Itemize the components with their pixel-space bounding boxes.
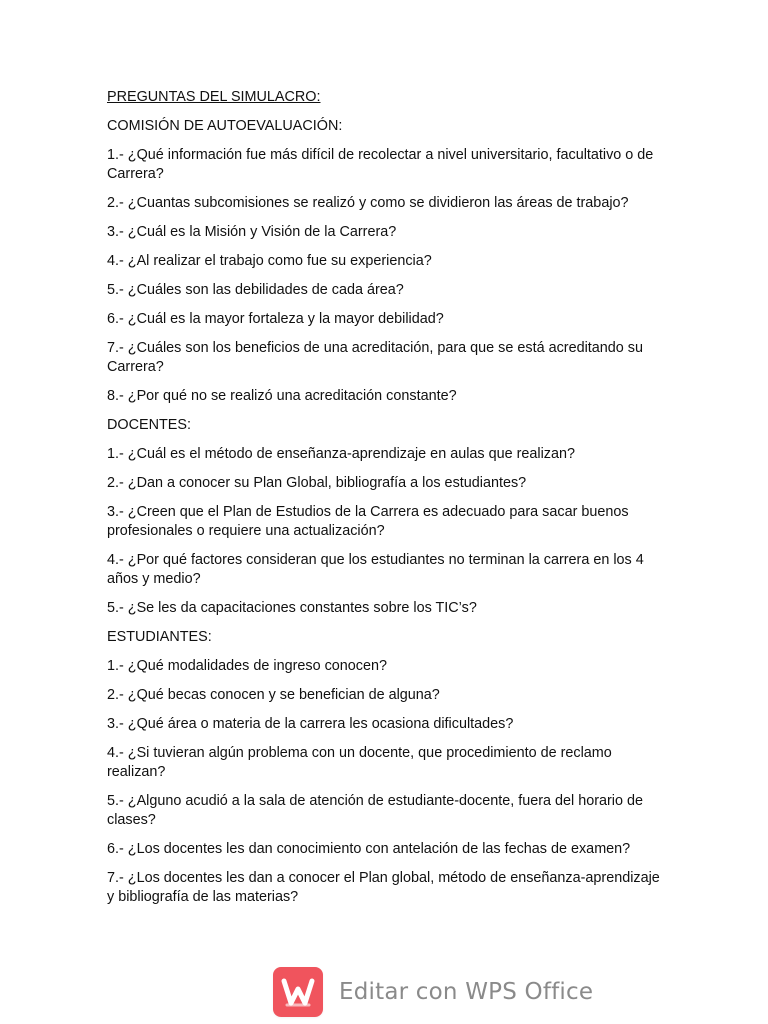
- document-body: [107, 88, 667, 917]
- wps-office-logo-icon: [273, 967, 323, 1017]
- question-item: 3.- ¿Qué área o materia de la carrera les ocasiona dificultades?: [107, 716, 514, 732]
- question-item: 2.- ¿Cuantas subcomisiones se realizó y como se dividieron las áreas de trabajo?: [107, 195, 629, 211]
- question-item: 2.- ¿Qué becas conocen y se benefician de alguna?: [107, 687, 440, 703]
- question-item: 4.- ¿Al realizar el trabajo como fue su experiencia?: [107, 253, 432, 269]
- question-item: 1.- ¿Qué modalidades de ingreso conocen?: [107, 658, 387, 674]
- section-docentes: [107, 416, 667, 618]
- question-item: 6.- ¿Cuál es la mayor fortaleza y la mayor debilidad?: [107, 311, 444, 327]
- section-heading-docentes: DOCENTES:: [107, 417, 191, 433]
- question-item: 5.- ¿Cuáles son las debilidades de cada área?: [107, 282, 404, 298]
- page-title: PREGUNTAS DEL SIMULACRO:: [107, 89, 321, 105]
- question-item: 7.- ¿Cuáles son los beneficios de una acreditación, para que se está acreditando su Carrera?: [107, 340, 643, 375]
- section-estudiantes: [107, 628, 667, 907]
- question-item: 2.- ¿Dan a conocer su Plan Global, bibliografía a los estudiantes?: [107, 475, 527, 491]
- question-item: 8.- ¿Por qué no se realizó una acreditación constante?: [107, 388, 457, 404]
- question-item: 3.- ¿Cuál es la Misión y Visión de la Carrera?: [107, 224, 397, 240]
- edit-with-wps-button[interactable]: [273, 964, 593, 1020]
- question-item: 4.- ¿Por qué factores consideran que los estudiantes no terminan la carrera en los 4 años y medio?: [107, 552, 644, 587]
- question-item: 5.- ¿Alguno acudió a la sala de atención de estudiante-docente, fuera del horario de clases?: [107, 793, 644, 828]
- question-item: 1.- ¿Cuál es el método de enseñanza-aprendizaje en aulas que realizan?: [107, 446, 575, 462]
- question-item: 4.- ¿Si tuvieran algún problema con un docente, que procedimiento de reclamo realizan?: [107, 745, 612, 780]
- edit-with-wps-label: Editar con WPS Office: [339, 979, 594, 1005]
- section-heading-comision: COMISIÓN DE AUTOEVALUACIÓN:: [107, 118, 343, 134]
- question-item: 5.- ¿Se les da capacitaciones constantes sobre los TIC’s?: [107, 600, 477, 616]
- question-item: 3.- ¿Creen que el Plan de Estudios de la Carrera es adecuado para sacar buenos profesionales o requiere una actualización?: [107, 504, 629, 539]
- question-item: 6.- ¿Los docentes les dan conocimiento con antelación de las fechas de examen?: [107, 841, 631, 857]
- question-item: 7.- ¿Los docentes les dan a conocer el Plan global, método de enseñanza-aprendizaje y bibliografía de las materias?: [107, 870, 660, 905]
- question-item: 1.- ¿Qué información fue más difícil de recolectar a nivel universitario, facultativo o de Carrera?: [107, 147, 654, 182]
- section-heading-estudiantes: ESTUDIANTES:: [107, 629, 212, 645]
- section-comision: [107, 117, 667, 406]
